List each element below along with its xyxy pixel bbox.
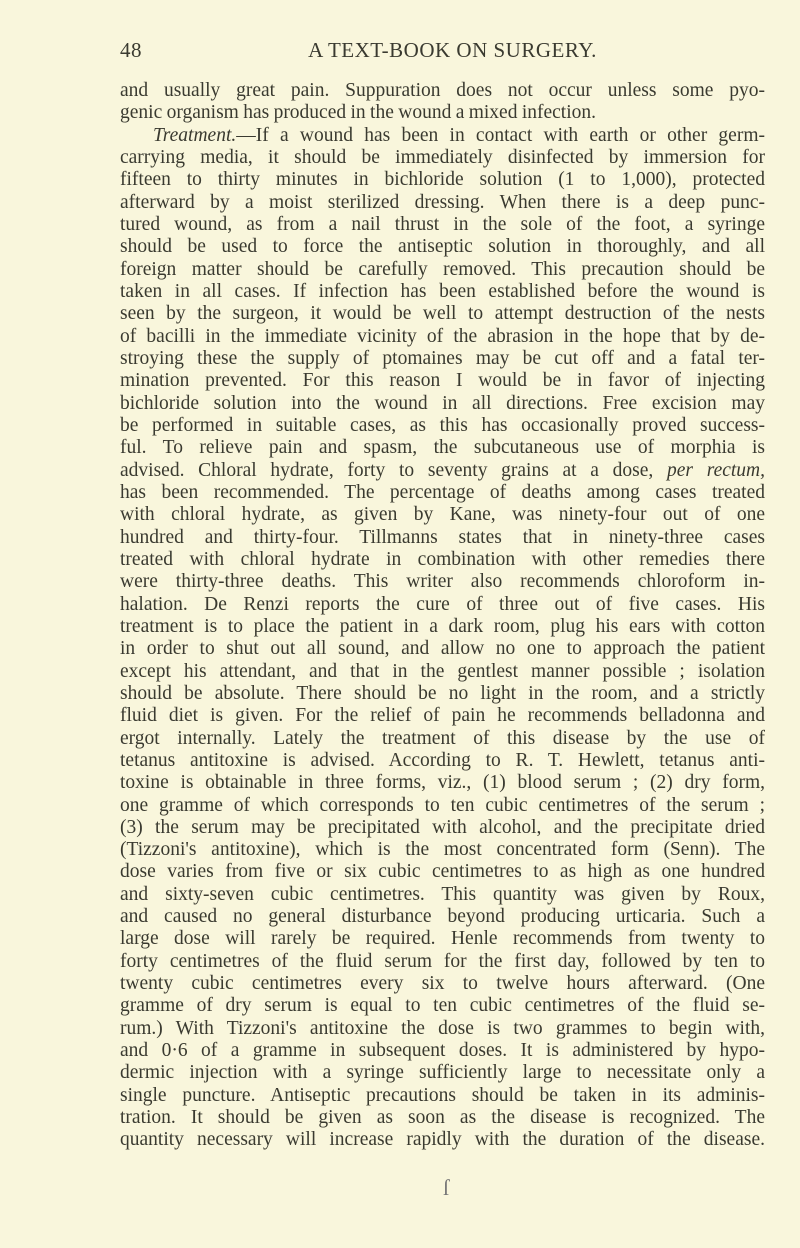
line-text: should be absolute. There should be no light in the room, and a strictly xyxy=(120,682,765,704)
page-header xyxy=(120,38,765,68)
text-line xyxy=(120,861,765,883)
text-line xyxy=(120,415,765,437)
text-line xyxy=(120,1062,765,1084)
text-line xyxy=(120,906,765,928)
line-text: tured wound, as from a nail thrust in the sole of the foot, a syringe xyxy=(120,213,765,235)
text-line xyxy=(120,437,765,459)
text-line xyxy=(120,884,765,906)
text-line xyxy=(120,951,765,973)
text-line xyxy=(120,795,765,817)
text-line xyxy=(120,281,765,303)
line-text: ergot internally. Lately the treatment of this disease by the use of xyxy=(120,727,765,749)
text-line xyxy=(120,147,765,169)
line-text: one gramme of which corresponds to ten cubic centimetres of the serum ; xyxy=(120,794,765,816)
text-line xyxy=(120,527,765,549)
line-text: dermic injection with a syringe sufficiently large to necessitate only a xyxy=(120,1062,765,1084)
line-text: foreign matter should be carefully removed. This precaution should be xyxy=(120,258,765,280)
line-text: bichloride solution into the wound in all directions. Free excision may xyxy=(120,392,765,414)
text-line xyxy=(120,393,765,415)
text-line xyxy=(120,728,765,750)
line-text: fifteen to thirty minutes in bichloride solution (1 to 1,000), protected xyxy=(120,169,765,191)
text-line xyxy=(120,169,765,191)
line-text: (3) the serum may be precipitated with alcohol, and the precipitate dried xyxy=(120,816,765,838)
text-line xyxy=(120,1085,765,1107)
running-title: A TEXT-BOOK ON SURGERY. xyxy=(308,38,597,62)
body-text xyxy=(120,80,765,1152)
text-line xyxy=(120,772,765,794)
text-line xyxy=(120,995,765,1017)
line-text: except his attendant, and that in the gentlest manner possible ; isolation xyxy=(120,660,765,682)
line-text: single puncture. Antiseptic precautions should be taken in its adminis- xyxy=(120,1084,765,1106)
line-text: tration. It should be given as soon as the disease is recognized. The xyxy=(120,1107,765,1129)
text-line xyxy=(120,839,765,861)
line-text: treatment is to place the patient in a dark room, plug his ears with cotton xyxy=(120,615,765,637)
text-line xyxy=(120,1129,765,1151)
line-text: —If a wound has been in contact with earth or other germ- xyxy=(236,124,765,146)
line-text: twenty cubic centimetres every six to twelve hours afterward. (One xyxy=(120,973,765,995)
text-line xyxy=(120,460,765,482)
line-text: be performed in suitable cases, as this has occasionally proved success- xyxy=(120,414,765,436)
text-line xyxy=(120,928,765,950)
line-text: of bacilli in the immediate vicinity of the abrasion in the hope that by de- xyxy=(120,325,765,347)
line-text: fluid diet is given. For the relief of pain he recommends belladonna and xyxy=(120,705,765,727)
text-line xyxy=(120,1018,765,1040)
text-line xyxy=(120,973,765,995)
line-text: hundred and thirty-four. Tillmanns states that in ninety-three cases xyxy=(120,526,765,548)
text-line xyxy=(120,125,765,147)
text-line xyxy=(120,482,765,504)
text-line xyxy=(120,661,765,683)
text-line xyxy=(120,504,765,526)
line-text: should be used to force the antiseptic solution in thoroughly, and all xyxy=(120,236,765,258)
text-line xyxy=(120,616,765,638)
line-text: genic organism has produced in the wound a mixed infection. xyxy=(120,102,597,124)
line-text: (Tizzoni's antitoxine), which is the most concentrated form (Senn). The xyxy=(120,839,765,861)
line-text: mination prevented. For this reason I would be in favor of injecting xyxy=(120,370,765,392)
text-line xyxy=(120,549,765,571)
line-text: and caused no general disturbance beyond producing urticaria. Such a xyxy=(120,906,765,928)
line-text: afterward by a moist sterilized dressing. When there is a deep punc- xyxy=(120,191,765,213)
line-text: and usually great pain. Suppuration does not occur unless some pyo- xyxy=(120,80,765,101)
text-line xyxy=(120,259,765,281)
text-line xyxy=(120,594,765,616)
italic-phrase: per rectum, xyxy=(667,459,766,481)
text-line xyxy=(120,236,765,258)
text-line xyxy=(120,571,765,593)
stray-mark: ſ xyxy=(443,1175,450,1200)
line-text: rum.) With Tizzoni's antitoxine the dose is two grammes to begin with, xyxy=(120,1017,765,1039)
text-line xyxy=(120,80,765,102)
text-line xyxy=(120,326,765,348)
line-text: tetanus antitoxine is advised. According to R. T. Hewlett, tetanus anti- xyxy=(120,749,765,771)
page-number: 48 xyxy=(120,38,142,62)
text-line xyxy=(120,370,765,392)
text-line xyxy=(120,750,765,772)
text-line xyxy=(120,303,765,325)
text-line xyxy=(120,817,765,839)
line-text: ful. To relieve pain and spasm, the subcutaneous use of morphia is xyxy=(120,437,765,459)
text-line xyxy=(120,705,765,727)
line-text: and 0·6 of a gramme in subsequent doses. It is administered by hypo- xyxy=(120,1040,765,1062)
line-text: treated with chloral hydrate in combination with other remedies there xyxy=(120,548,765,570)
line-text: seen by the surgeon, it would be well to attempt destruction of the nests xyxy=(120,303,765,325)
line-text: halation. De Renzi reports the cure of three out of five cases. His xyxy=(120,593,765,615)
line-text: stroying these the supply of ptomaines may be cut off and a fatal ter- xyxy=(120,347,765,369)
line-text: carrying media, it should be immediately disinfected by immersion for xyxy=(120,146,765,168)
text-line xyxy=(120,683,765,705)
line-text: dose varies from five or six cubic centimetres to as high as one hundred xyxy=(120,861,765,883)
line-text: taken in all cases. If infection has been established before the wound is xyxy=(120,280,765,302)
italic-heading: Treatment. xyxy=(153,124,237,146)
text-line xyxy=(120,638,765,660)
text-line xyxy=(120,1040,765,1062)
line-text: toxine is obtainable in three forms, viz., (1) blood serum ; (2) dry form, xyxy=(120,772,765,794)
line-text: advised. Chloral hydrate, forty to seventy grains at a dose, xyxy=(120,459,667,481)
text-line xyxy=(120,348,765,370)
line-text: large dose will rarely be required. Henle recommends from twenty to xyxy=(120,928,765,950)
line-text: quantity necessary will increase rapidly with the duration of the disease. xyxy=(120,1129,765,1151)
text-line xyxy=(120,1107,765,1129)
line-text: were thirty-three deaths. This writer also recommends chloroform in- xyxy=(120,571,765,593)
line-text: has been recommended. The percentage of deaths among cases treated xyxy=(120,481,765,503)
line-text: with chloral hydrate, as given by Kane, was ninety-four out of one xyxy=(120,504,765,526)
text-line xyxy=(120,214,765,236)
line-text: gramme of dry serum is equal to ten cubic centimetres of the fluid se- xyxy=(120,995,765,1017)
text-line xyxy=(120,192,765,214)
line-text: and sixty-seven cubic centimetres. This quantity was given by Roux, xyxy=(120,883,765,905)
line-text: forty centimetres of the fluid serum for the first day, followed by ten to xyxy=(120,950,765,972)
text-line xyxy=(120,102,765,124)
line-text: in order to shut out all sound, and allow no one to approach the patient xyxy=(120,638,765,660)
